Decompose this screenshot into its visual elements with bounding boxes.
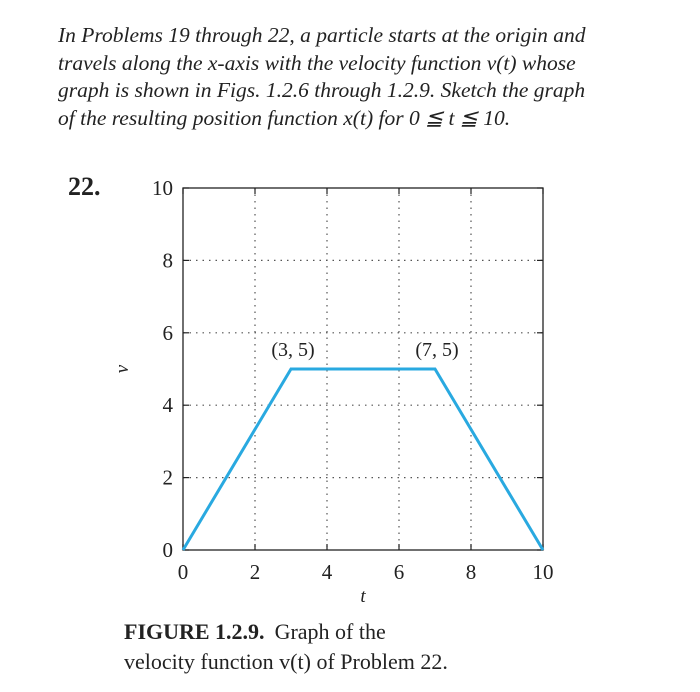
caption-text-line2: velocity function v(t) of Problem 22. [124, 649, 448, 674]
y-tick-label: 8 [162, 248, 173, 273]
figure-caption [124, 617, 448, 677]
y-tick-label: 6 [162, 320, 173, 345]
y-tick-label: 2 [162, 465, 173, 490]
x-tick-label: 10 [532, 560, 554, 584]
problem-number: 22. [68, 172, 101, 201]
y-tick-label: 4 [162, 393, 173, 418]
x-axis-label: t [360, 586, 366, 607]
problem-line: In Problems 19 through 22, a particle starts at the origin and [58, 23, 586, 47]
x-tick-label: 6 [393, 560, 405, 584]
figure-label: FIGURE 1.2.9. [124, 619, 265, 644]
x-tick-label: 2 [249, 560, 261, 584]
problem-line: graph is shown in Figs. 1.2.6 through 1.2.9. Sketch the graph [58, 78, 586, 102]
velocity-line [183, 369, 543, 550]
caption-text: Graph of the [274, 619, 386, 644]
y-tick-label: 10 [152, 176, 173, 200]
problem-line: of the resulting position function x(t) for 0 ≦ t ≦ 10. [58, 105, 511, 130]
point-annotation: (3, 5) [271, 339, 315, 361]
x-tick-label: 4 [321, 560, 333, 584]
x-tick-label: 0 [177, 560, 189, 584]
y-tick-label: 0 [162, 538, 173, 562]
x-tick-label: 8 [465, 560, 477, 584]
point-annotation: (7, 5) [415, 339, 459, 361]
problem-line: travels along the x-axis with the velocity function v(t) whose [58, 50, 576, 75]
y-axis-label: v [112, 364, 133, 374]
